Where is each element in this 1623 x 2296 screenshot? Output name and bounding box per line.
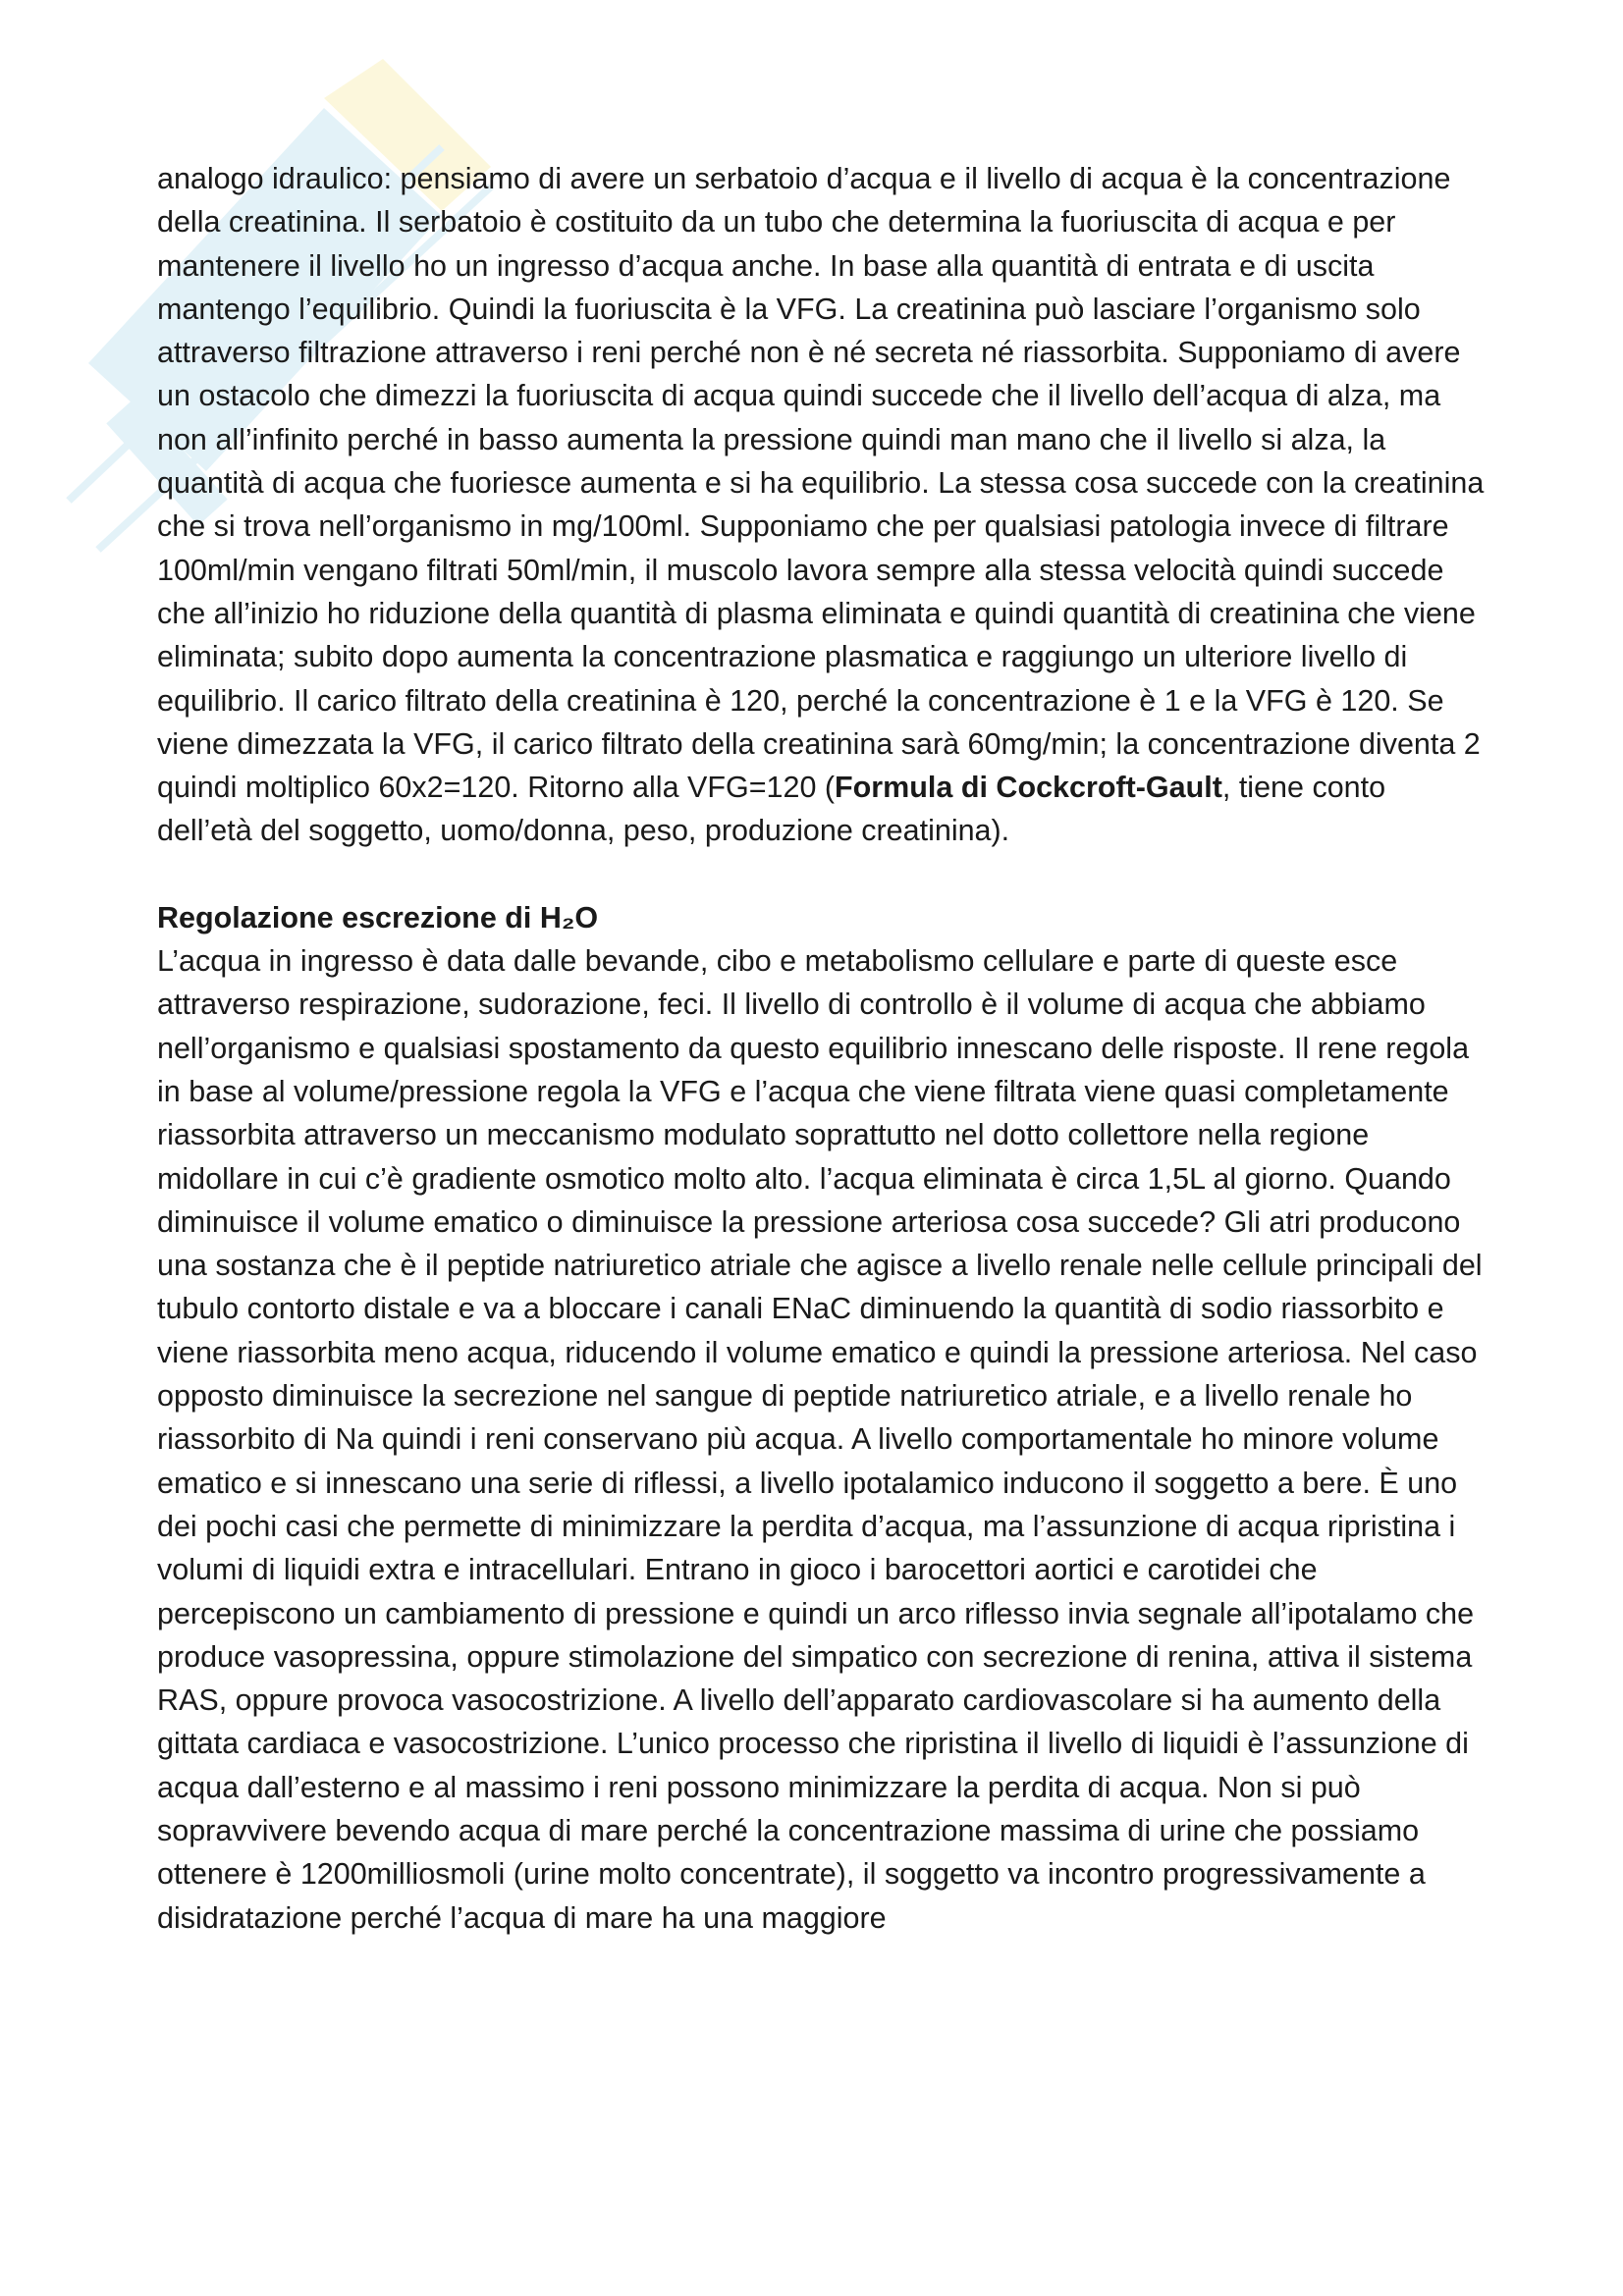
paragraph-water-regulation: L’acqua in ingresso è data dalle bevande, cibo e metabolismo cellulare e parte di queste esce attraverso respirazione, sudorazione, feci. Il livello di controllo è il volume di acqua che abbiamo nell’organismo e qualsiasi spostamento da questo equilibrio innescano delle risposte. Il rene regola in base al volume/pressione regola la VFG e l’acqua che viene filtrata viene quasi completamente riassorbita attraverso un meccanismo modulato soprattutto nel dotto collettore nella regione midollare in cui c’è gradiente osmotico molto alto. l’acqua eliminata è circa 1,5L al giorno. Quando diminuisce il volume ematico o diminuisce la pressione arteriosa cosa succede? Gli atri producono una sostanza che è il peptide natriuretico atriale che agisce a livello renale nelle cellule principali del tubulo contorto distale e va a bloccare i canali ENaC diminuendo la quantità di sodio riassorbito e viene riassorbita meno acqua, riducendo il volume ematico e quindi la pressione arteriosa. Nel caso opposto diminuisce la secrezione nel sangue di peptide natriuretico atriale, e a livello renale ho riassorbito di Na quindi i reni conservano più acqua. A livello comportamentale ho minore volume ematico e si innescano una serie di riflessi, a livello ipotalamico inducono il soggetto a bere. È uno dei pochi casi che permette di minimizzare la perdita d’acqua, ma l’assunzione di acqua ripristina i volumi di liquidi extra e intracellulari. Entrano in gioco i barocettori aortici e carotidei che percepiscono un cambiamento di pressione e quindi un arco riflesso invia segnale all’ipotalamo che produce vasopressina, oppure stimolazione del simpatico con secrezione di renina, attiva il sistema RAS, oppure provoca vasocostrizione. A livello dell’apparato cardiovascolare si ha aumento della gittata cardiaca e vasocostrizione. L’unico processo che ripristina il livello di liquidi è l’assunzione di acqua dall’esterno e al massimo i reni possono minimizzare la perdita di acqua. Non si può sopravvivere bevendo acqua di mare perché la concentrazione massima di urine che possiamo ottenere è 1200milliosmoli (urine molto concentrate), il soggetto va incontro progressivamente a disidratazione perché l’acqua di mare ha una maggiore — [157, 944, 1483, 1935]
paragraph-creatinine — [157, 157, 1486, 853]
section-heading: Regolazione escrezione di H₂O — [157, 900, 599, 934]
paragraph-creatinine-end: , tiene conto dell’età del soggetto, uomo/donna, peso, produzione creatinina). — [157, 771, 1386, 848]
paragraph-creatinine-text: analogo idraulico: pensiamo di avere un serbatoio d’acqua e il livello di acqua è la concentrazione della creatinina. Il serbatoio è costituito da un tubo che determina la fuoriuscita di acqua e per mantenere il livello ho un ingresso d’acqua anche. In base alla quantità di entrata e di uscita mantengo l’equilibrio. Quindi la fuoriuscita è la VFG. La creatinina può lasciare l’organismo solo attraverso filtrazione attraverso i reni perché non è né secreta né riassorbita. Supponiamo di avere un ostacolo che dimezzi la fuoriuscita di acqua quindi succede che il livello dell’acqua di alza, ma non all’infinito perché in basso aumenta la pressione quindi man mano che il livello si alza, la quantità di acqua che fuoriesce aumenta e si ha equilibrio. La stessa cosa succede con la creatinina che si trova nell’organismo in mg/100ml. Supponiamo che per qualsiasi patologia invece di filtrare 100ml/min vengano filtrati 50ml/min, il muscolo lavora sempre alla stessa velocità quindi succede che all’inizio ho riduzione della quantità di plasma eliminata e quindi quantità di creatinina che viene eliminata; subito dopo aumenta la concentrazione plasmatica e raggiungo un ulteriore livello di equilibrio. Il carico filtrato della creatinina è 120, perché la concentrazione è 1 e la VFG è 120. Se viene dimezzata la VFG, il carico filtrato della creatinina sarà 60mg/min; la concentrazione diventa 2 quindi moltiplico 60x2=120. Ritorno alla VFG=120 ( — [157, 162, 1485, 805]
document-page — [157, 157, 1486, 1940]
cockcroft-gault-bold: Formula di Cockcroft-Gault — [835, 771, 1222, 805]
